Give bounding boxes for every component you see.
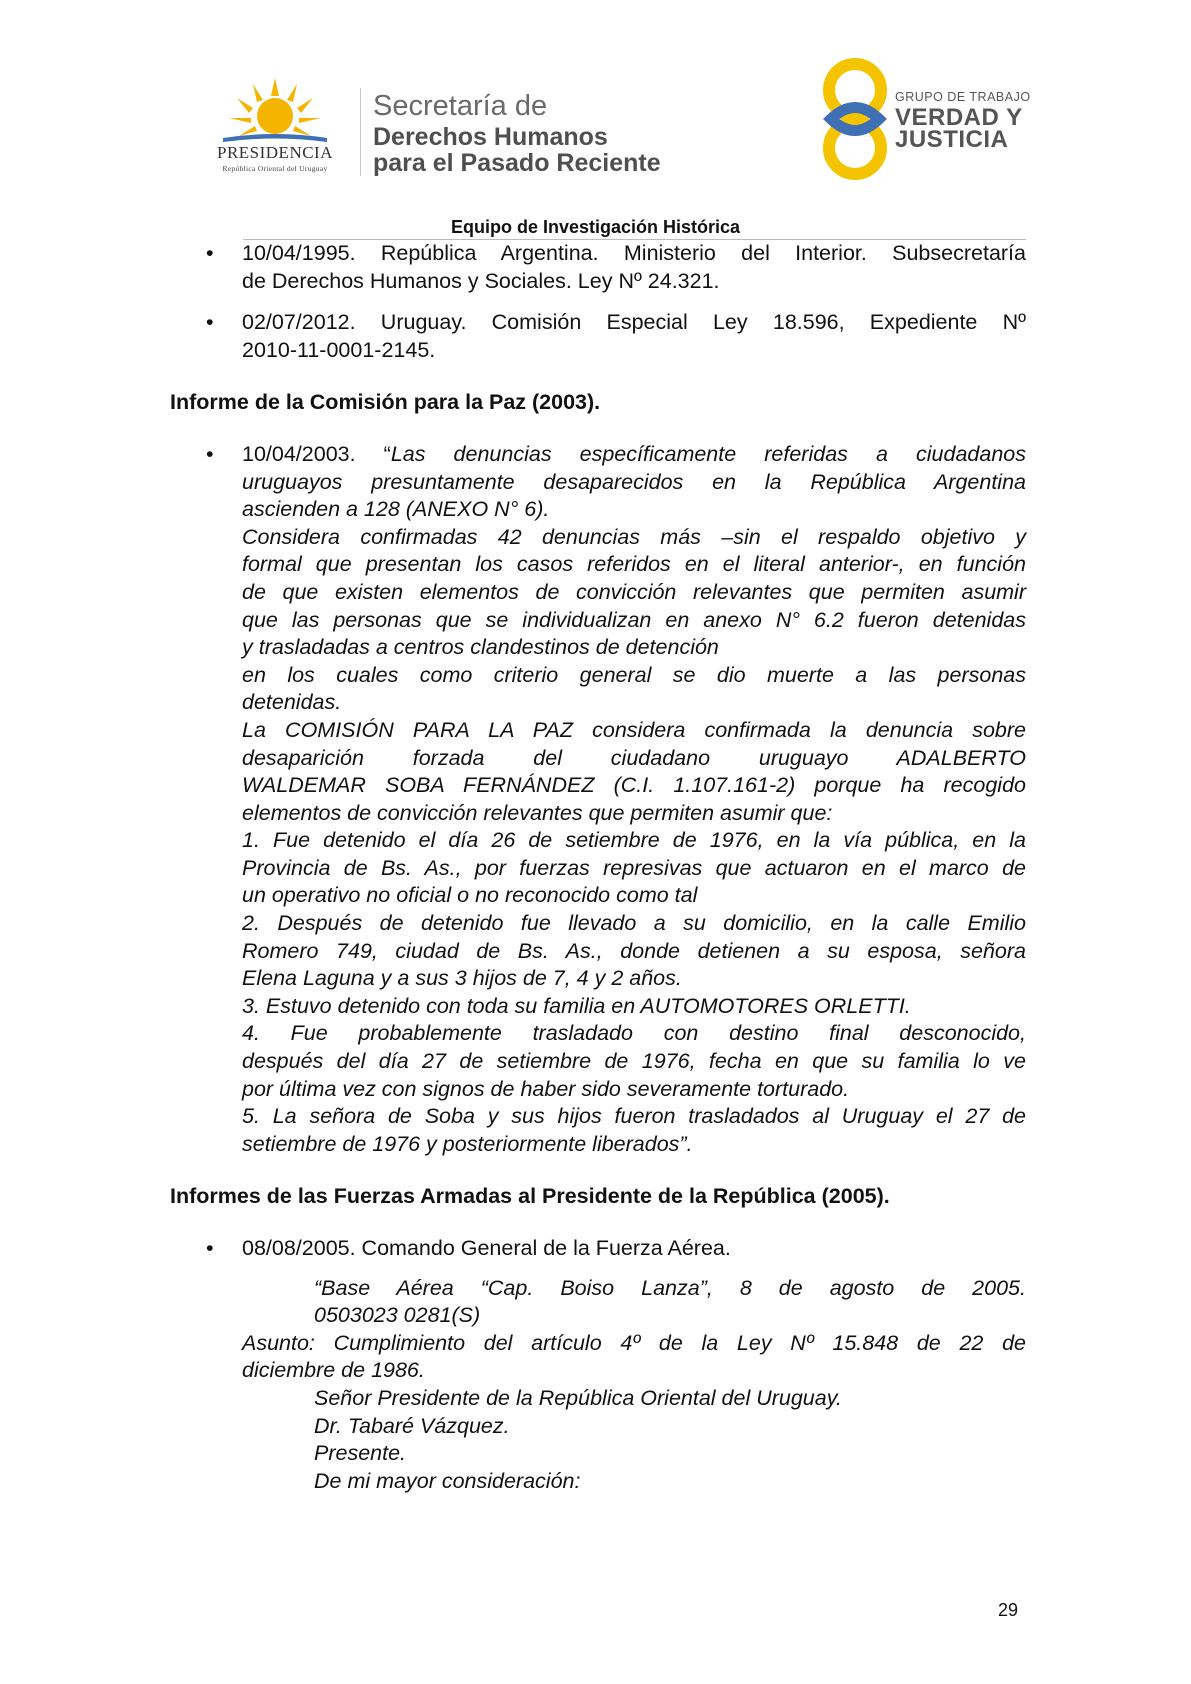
list-item [170, 240, 1026, 295]
sun-icon [195, 78, 355, 178]
letter-block [170, 1275, 1026, 1496]
interlocking-rings-icon [820, 56, 890, 182]
grupo-line-3: JUSTICIA [895, 126, 1009, 153]
text-line: detenidas. [242, 690, 342, 715]
secretaria-line-1: Secretaría de [373, 90, 548, 122]
text-line: La COMISIÓN PARA LA PAZ considera confirmada la denuncia sobre [242, 717, 1026, 742]
text-line: ascienden a 128 (ANEXO N° 6). [242, 497, 550, 522]
text-line: formal que presentan los casos referidos en el literal anterior-, en función [242, 552, 1026, 577]
text-line: 5. La señora de Soba y sus hijos fueron trasladados al Uruguay el 27 de [242, 1104, 1026, 1129]
list-item [170, 309, 1026, 364]
text-line: y trasladadas a centros clandestinos de detención [242, 635, 719, 660]
text-line: setiembre de 1976 y posteriormente liberados”. [242, 1131, 693, 1156]
logo-divider [360, 88, 361, 176]
text-line: desaparición forzada del ciudadano uruguayo ADALBERTO [242, 745, 1026, 770]
text-line [242, 441, 1026, 469]
grupo-line-1: GRUPO DE TRABAJO [895, 90, 1031, 104]
text-line: Provincia de Bs. As., por fuerzas represivas que actuaron en el marco de [242, 855, 1026, 880]
text-line: elementos de convicción relevantes que permiten asumir que: [242, 800, 833, 825]
text-line: De mi mayor consideración: [314, 1468, 581, 1493]
text-line: 0503023 0281(S) [314, 1303, 481, 1328]
bullet-icon: • [206, 441, 214, 466]
text-line: un operativo no oficial o no reconocido como tal [242, 883, 698, 908]
text-line: Asunto: Cumplimiento del artículo 4º de la Ley Nº 15.848 de 22 de [242, 1330, 1026, 1355]
team-title: Equipo de Investigación Histórica [450, 217, 741, 237]
text-line: Elena Laguna y a sus 3 hijos de 7, 4 y 2 años. [242, 966, 682, 991]
text-line: Dr. Tabaré Vázquez. [314, 1413, 510, 1438]
presidencia-name: PRESIDENCIA [216, 143, 333, 162]
document-body [170, 240, 1026, 1495]
text-line: Señor Presidente de la República Oriental del Uruguay. [314, 1385, 842, 1410]
text-line: 4. Fue probablemente trasladado con destino final desconocido, [242, 1021, 1026, 1046]
text-line: de Derechos Humanos y Sociales. Ley Nº 24.321. [242, 268, 720, 293]
secretaria-line-2: Derechos Humanos [373, 123, 608, 151]
text-line: 02/07/2012. Uruguay. Comisión Especial Ley 18.596, Expediente Nº [242, 310, 1026, 335]
text-line: 08/08/2005. Comando General de la Fuerza Aérea. [242, 1236, 731, 1260]
text-line: “Base Aérea “Cap. Boiso Lanza”, 8 de agosto de 2005. [314, 1275, 1026, 1300]
text-line: que las personas que se individualizan en anexo N° 6.2 fueron detenidas [242, 607, 1026, 632]
presidencia-subtitle: República Oriental del Uruguay [222, 164, 328, 173]
list-item [170, 1235, 1026, 1263]
text-line: 1. Fue detenido el día 26 de setiembre de 1976, en la vía pública, en la [242, 828, 1026, 853]
text-line: de que existen elementos de convicción relevantes que permiten asumir [242, 579, 1026, 604]
bullet-icon: • [206, 241, 214, 265]
entry-date: 10/04/2003. “ [242, 441, 391, 466]
secretaria-line-3: para el Pasado Reciente [373, 149, 661, 177]
text-line: 2. Después de detenido fue llevado a su domicilio, en la calle Emilio [242, 911, 1026, 936]
page-number: 29 [998, 1600, 1019, 1620]
text-line: Presente. [314, 1441, 407, 1466]
text-line: 3. Estuvo detenido con toda su familia en AUTOMOTORES ORLETTI. [242, 993, 911, 1018]
list-item [170, 441, 1026, 1158]
quote-text: Las denuncias específicamente referidas a ciudadanos [390, 441, 1026, 466]
text-line: Romero 749, ciudad de Bs. As., donde detienen a su esposa, señora [242, 938, 1026, 963]
section-heading: Informes de las Fuerzas Armadas al Presidente de la República (2005). [170, 1184, 890, 1209]
section-heading: Informe de la Comisión para la Paz (2003). [170, 390, 601, 415]
text-line: 10/04/1995. República Argentina. Ministerio del Interior. Subsecretaría [242, 241, 1026, 265]
text-line: por última vez con signos de haber sido severamente torturado. [242, 1076, 850, 1101]
bullet-icon: • [206, 1236, 214, 1260]
text-line: en los cuales como criterio general se dio muerte a las personas [242, 662, 1026, 687]
grupo-line-2: VERDAD Y [895, 104, 1023, 131]
text-line: uruguayos presuntamente desaparecidos en la República Argentina [242, 469, 1026, 494]
bullet-icon: • [206, 310, 214, 335]
text-line: después del día 27 de setiembre de 1976, fecha en que su familia lo ve [242, 1049, 1026, 1074]
page-header [0, 0, 1191, 237]
text-line: WALDEMAR SOBA FERNÁNDEZ (C.I. 1.107.161-2) porque ha recogido [242, 773, 1026, 798]
text-line: 2010-11-0001-2145. [242, 337, 436, 362]
text-line: diciembre de 1986. [242, 1358, 425, 1383]
text-line: Considera confirmadas 42 denuncias más –sin el respaldo objetivo y [242, 524, 1026, 549]
